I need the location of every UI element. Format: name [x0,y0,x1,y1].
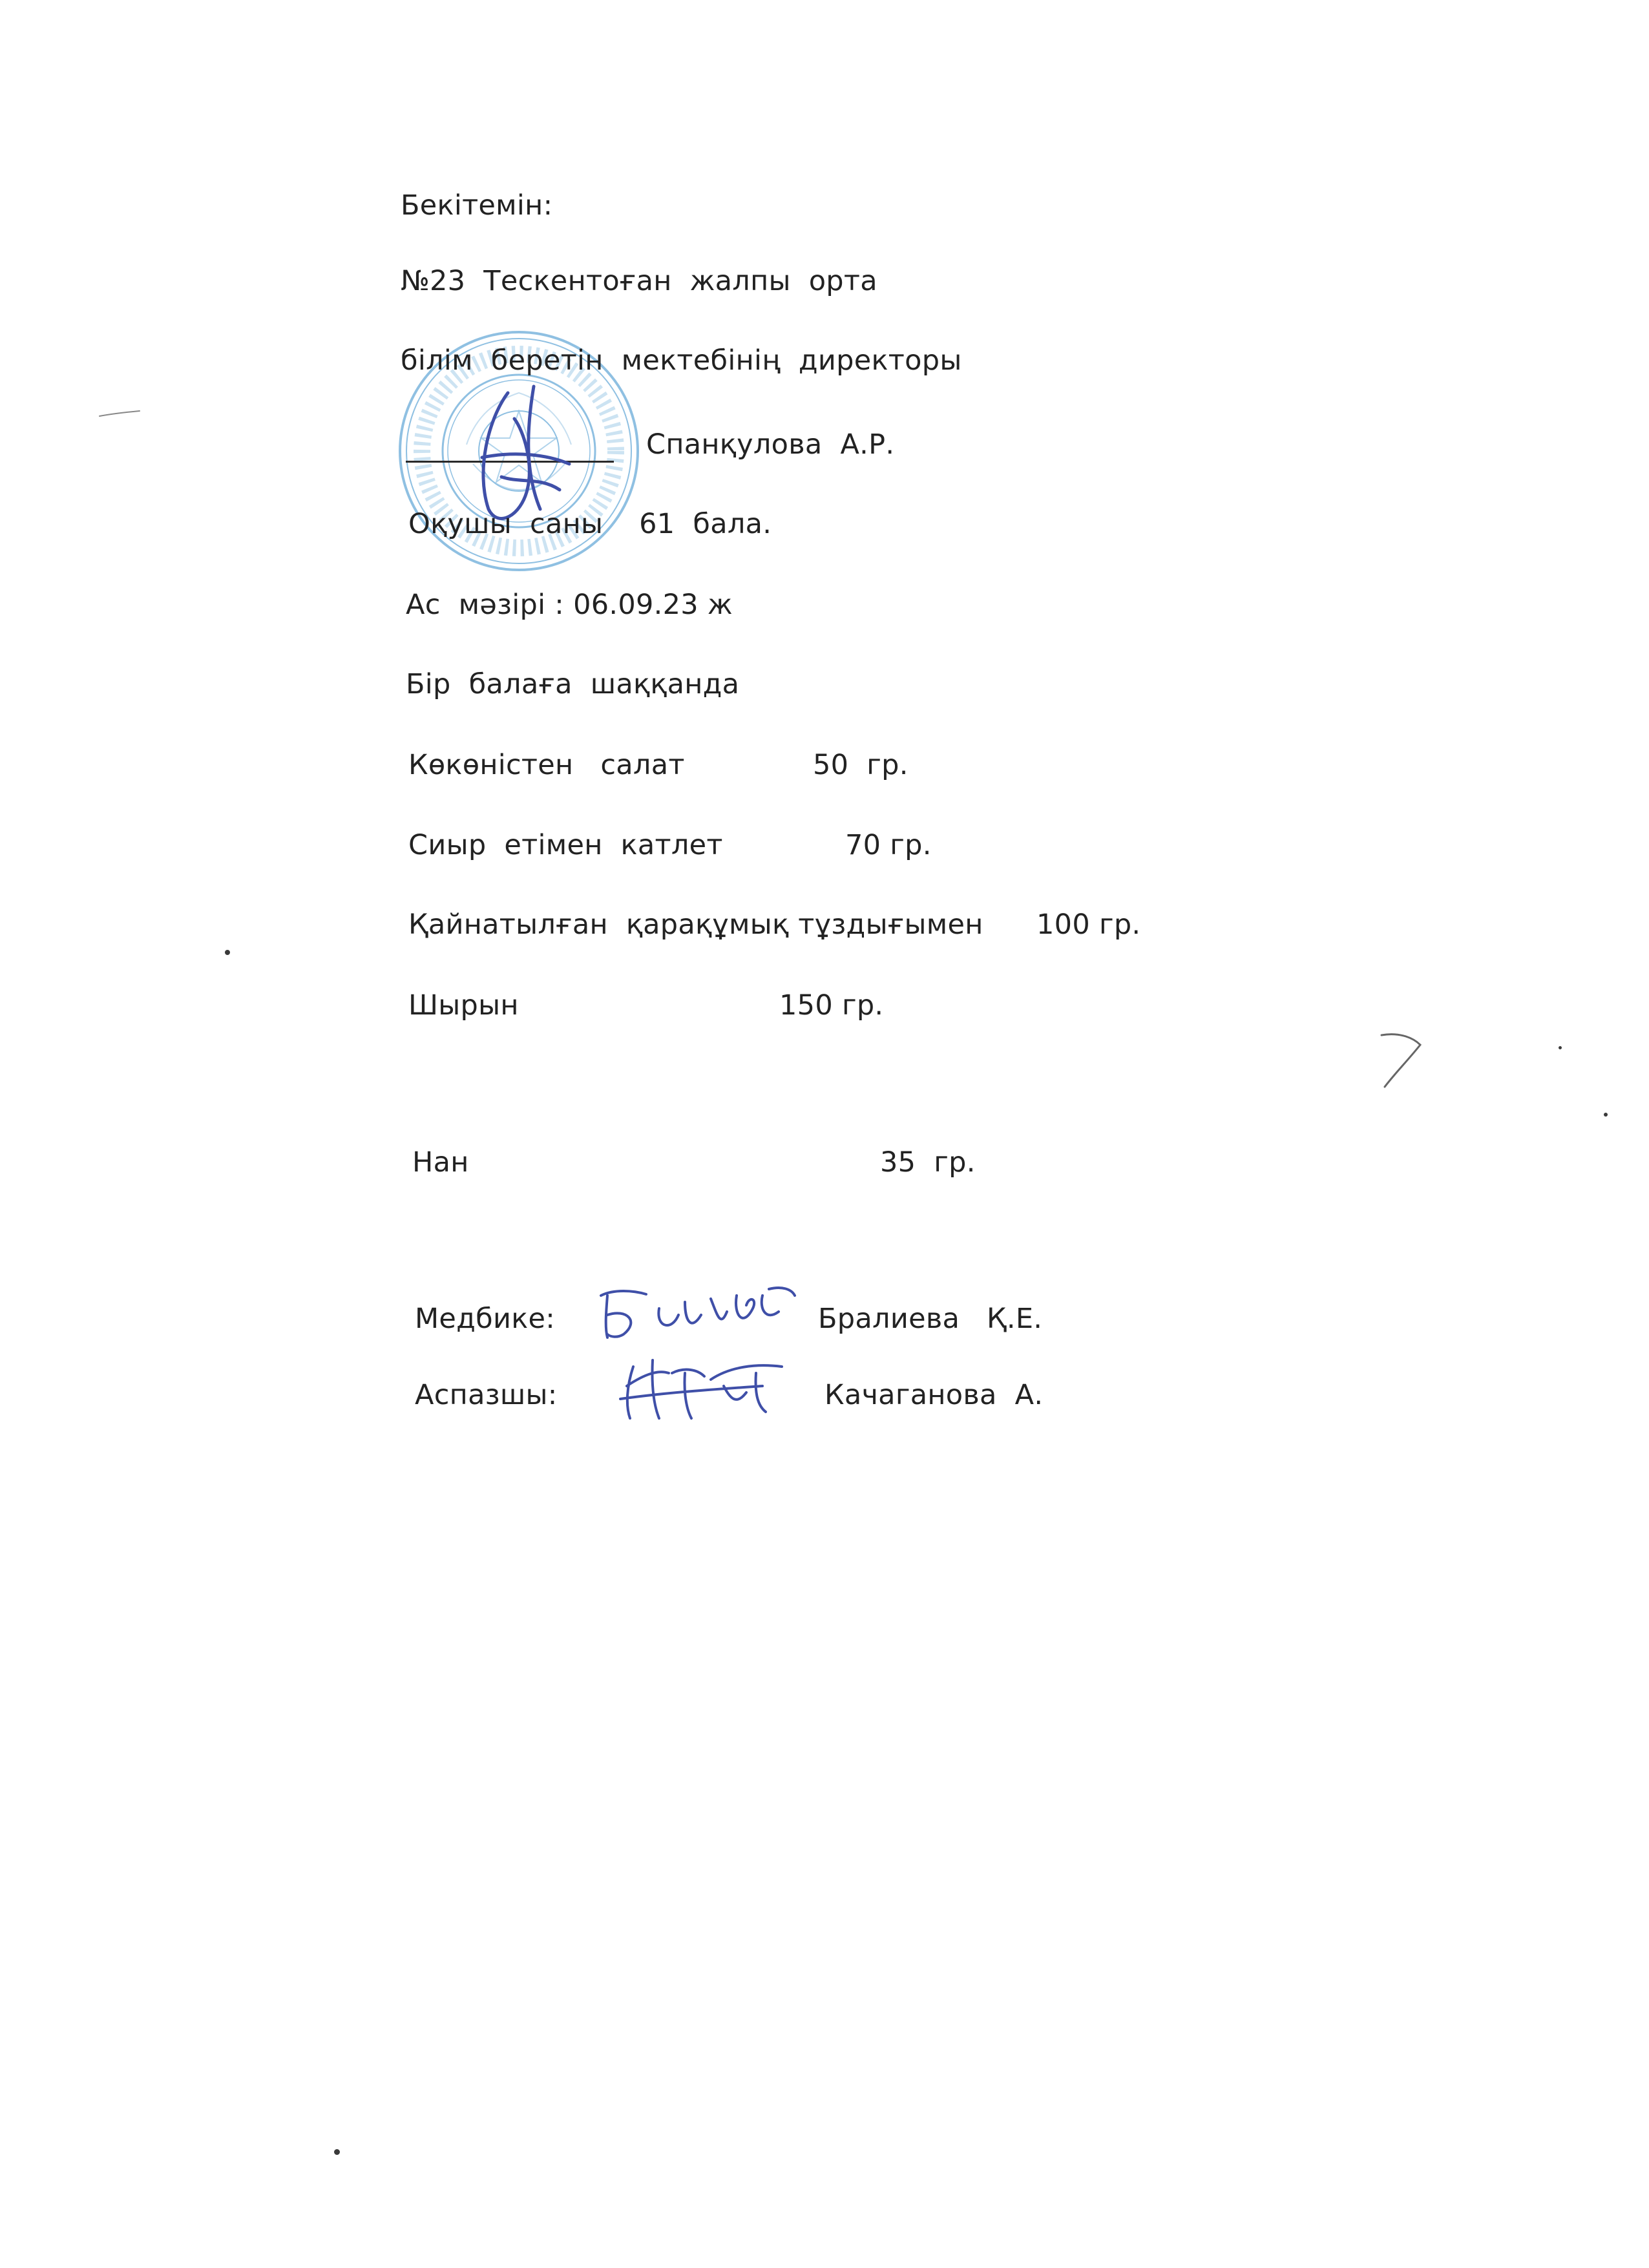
student-count: Оқушы саны 61 бала. [408,508,772,540]
menu-item-name: Қайнатылған қарақұмық тұздығымен [408,908,983,941]
per-child-note: Бір балаға шаққанда [406,668,740,700]
menu-item-name: Нан [412,1146,469,1179]
scan-speck [334,2149,340,2155]
approval-heading: Бекітемін: [401,189,553,222]
cook-label: Аспазшы: [415,1379,558,1411]
menu-item-amount: 35 гр. [880,1146,976,1179]
director-name: Спанқулова А.Р. [646,428,895,461]
nurse-label: Медбике: [415,1303,556,1335]
menu-item-amount: 100 гр. [1036,908,1141,941]
menu-item-amount: 50 гр. [813,749,909,781]
scan-speck [1604,1113,1608,1117]
cook-signature-icon [607,1347,801,1425]
stray-mark-icon [1375,1022,1427,1093]
school-name-line-1: №23 Тескентоған жалпы орта [401,265,877,297]
school-name-line-2: білім беретін мектебінің директоры [401,344,962,377]
stray-mark-icon [97,407,142,420]
menu-date: Ас мәзірі : 06.09.23 ж [406,589,733,621]
menu-item-amount: 150 гр. [779,989,884,1022]
menu-item-name: Көкөністен салат [408,749,685,781]
menu-item-name: Шырын [408,989,519,1022]
menu-item-name: Сиыр етімен катлет [408,829,723,861]
nurse-name: Бралиева Қ.Е. [818,1303,1043,1335]
nurse-signature-icon [588,1276,801,1347]
scan-speck [225,950,230,955]
cook-name: Качаганова А. [824,1379,1044,1411]
scan-speck [1559,1046,1562,1049]
menu-item-amount: 70 гр. [845,829,932,861]
